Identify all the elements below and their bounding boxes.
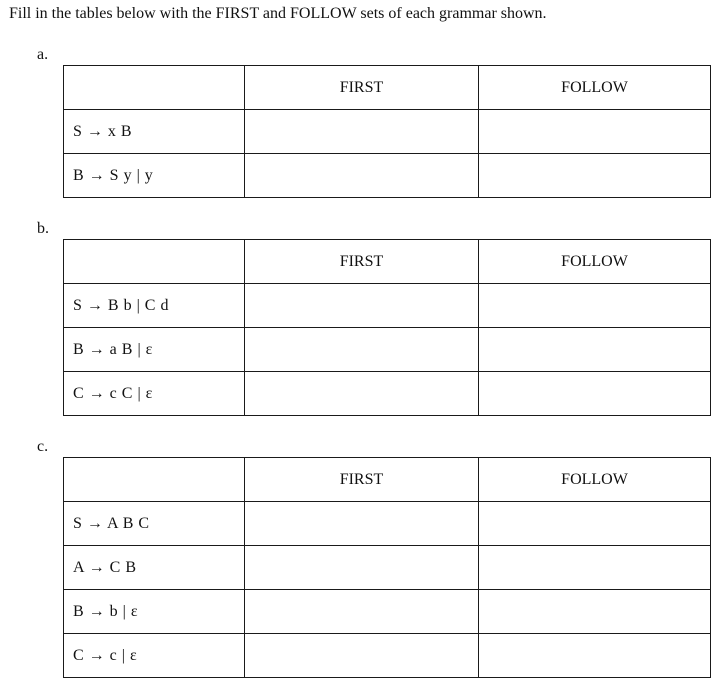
production-cell	[64, 590, 245, 634]
follow-answer-cell[interactable]	[479, 372, 711, 416]
instructions-text: Fill in the tables below with the FIRST and FOLLOW sets of each grammar shown.	[9, 5, 547, 22]
follow-answer-cell[interactable]	[479, 502, 711, 546]
first-answer-cell[interactable]	[245, 154, 479, 198]
header-blank-cell	[64, 240, 245, 284]
first-answer-cell[interactable]	[245, 284, 479, 328]
production-text: B → S y | y	[73, 166, 154, 184]
production-cell	[64, 502, 245, 546]
production-text: S → B b | C d	[73, 296, 169, 314]
section-label-a: a.	[37, 46, 49, 63]
first-answer-cell[interactable]	[245, 590, 479, 634]
table-header-row	[64, 240, 711, 284]
production-text: A → C B	[73, 558, 137, 576]
first-header: FIRST	[245, 458, 479, 502]
table-row	[64, 110, 711, 154]
follow-answer-cell[interactable]	[479, 634, 711, 678]
production-cell	[64, 546, 245, 590]
follow-answer-cell[interactable]	[479, 154, 711, 198]
table-row	[64, 284, 711, 328]
table-row	[64, 590, 711, 634]
follow-answer-cell[interactable]	[479, 110, 711, 154]
follow-answer-cell[interactable]	[479, 284, 711, 328]
production-cell	[64, 110, 245, 154]
follow-answer-cell[interactable]	[479, 328, 711, 372]
table-row	[64, 154, 711, 198]
production-text: C → c C | ε	[73, 384, 153, 402]
first-header: FIRST	[245, 66, 479, 110]
production-text: S → A B C	[73, 514, 150, 532]
production-cell	[64, 634, 245, 678]
production-cell	[64, 154, 245, 198]
first-answer-cell[interactable]	[245, 328, 479, 372]
follow-header: FOLLOW	[479, 458, 711, 502]
table-row	[64, 634, 711, 678]
table-header-row	[64, 66, 711, 110]
production-text: S → x B	[73, 122, 133, 140]
table-row	[64, 372, 711, 416]
first-answer-cell[interactable]	[245, 372, 479, 416]
header-blank-cell	[64, 458, 245, 502]
first-answer-cell[interactable]	[245, 634, 479, 678]
first-answer-cell[interactable]	[245, 502, 479, 546]
production-cell	[64, 284, 245, 328]
first-answer-cell[interactable]	[245, 110, 479, 154]
first-answer-cell[interactable]	[245, 546, 479, 590]
first-header: FIRST	[245, 240, 479, 284]
follow-answer-cell[interactable]	[479, 590, 711, 634]
grammar-table-c	[63, 457, 711, 678]
table-header-row	[64, 458, 711, 502]
grammar-table-a	[63, 65, 711, 198]
production-text: C → c | ε	[73, 646, 138, 664]
follow-answer-cell[interactable]	[479, 546, 711, 590]
production-cell	[64, 328, 245, 372]
table-row	[64, 546, 711, 590]
table-row	[64, 328, 711, 372]
grammar-table-b	[63, 239, 711, 416]
production-text: B → a B | ε	[73, 340, 153, 358]
production-cell	[64, 372, 245, 416]
section-label-c: c.	[37, 438, 49, 455]
header-blank-cell	[64, 66, 245, 110]
follow-header: FOLLOW	[479, 240, 711, 284]
section-label-b: b.	[37, 220, 49, 237]
follow-header: FOLLOW	[479, 66, 711, 110]
production-text: B → b | ε	[73, 602, 139, 620]
table-row	[64, 502, 711, 546]
